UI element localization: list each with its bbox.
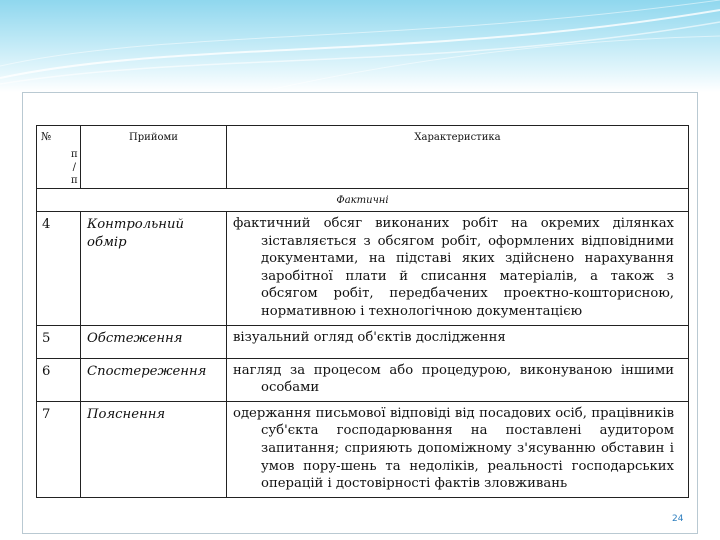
section-row	[37, 189, 689, 212]
table-row	[37, 358, 689, 401]
row-description: візуальний огляд об'єктів дослідження	[227, 325, 689, 358]
header-techniques: Прийоми	[81, 126, 227, 189]
techniques-table	[36, 125, 689, 498]
number-sign: №	[41, 130, 52, 143]
row-number: 5	[37, 325, 81, 358]
table-row	[37, 401, 689, 497]
decorative-banner	[0, 0, 720, 92]
table-header-row	[37, 126, 689, 189]
row-technique: Контрольний обмір	[81, 212, 227, 326]
row-description: нагляд за процесом або процедурою, виконуваною іншими особами	[227, 358, 689, 401]
row-technique: Пояснення	[81, 401, 227, 497]
row-number: 6	[37, 358, 81, 401]
row-description: фактичний обсяг виконаних робіт на окремих ділянках зіставляється з обсягом робіт, оформлених відповідними документами, на підставі яких здійснено нарахування заробітної плати й списання матеріалів, а також з обсягом робіт, передбачених проектно-кошторисною, нормативною і технологічною документацією	[227, 212, 689, 326]
section-title: Фактичні	[37, 189, 689, 212]
row-description: одержання письмової відповіді від посадових осіб, працівників суб'єкта господарювання на поставлені аудитором запитання; сприяють допоміжному з'ясуванню обставин і умов пору-шень та недоліків, реальності господарських операцій і достовірності фактів зловживань	[227, 401, 689, 497]
header-number-cell	[37, 126, 81, 189]
row-technique: Обстеження	[81, 325, 227, 358]
table-row	[37, 212, 689, 326]
row-technique: Спостереження	[81, 358, 227, 401]
row-number: 4	[37, 212, 81, 326]
header-characteristic: Характеристика	[227, 126, 689, 189]
table-row	[37, 325, 689, 358]
wave-decoration	[0, 0, 720, 92]
page-number: 24	[672, 514, 684, 524]
number-subheader: п / п	[71, 149, 78, 186]
row-number: 7	[37, 401, 81, 497]
